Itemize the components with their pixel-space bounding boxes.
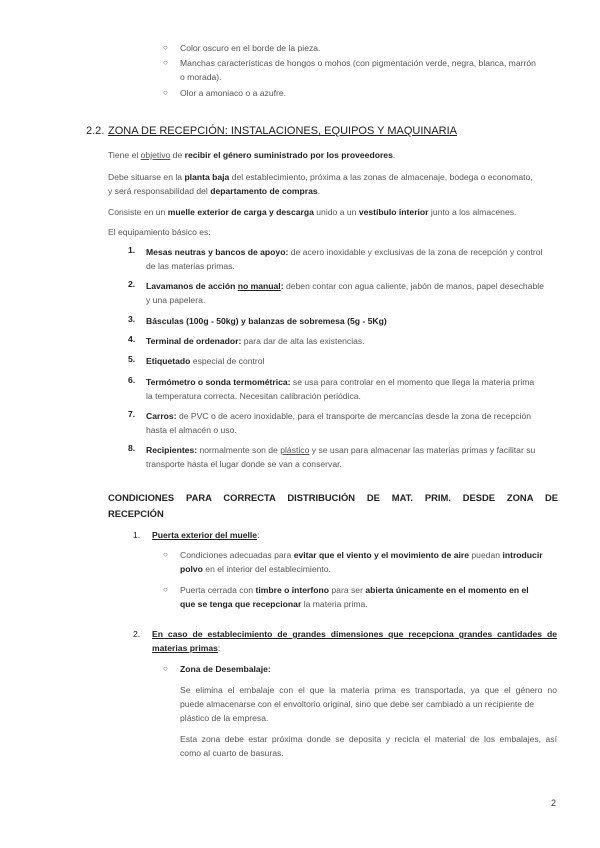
paragraph: Consiste en un muelle exterior de carga y descarga unido a un vestíbulo interior junto a los almacenes. [108, 207, 517, 217]
list-item: Básculas (100g - 50kg) y balanzas de sobremesa (5g - 5Kg) [146, 316, 387, 326]
list-number: 3. [128, 314, 136, 324]
condition-title: materias primas: [152, 643, 221, 653]
paragraph: Debe situarse en la planta baja del establecimiento, próxima a las zonas de almacenaje, bodega o economato, [108, 172, 533, 182]
list-item: la temperatura correcta. Necesitan calibración periódica. [146, 391, 361, 401]
subsection-title: Zona de Desembalaje: [180, 664, 271, 674]
condition-title: Puerta exterior del muelle: [152, 530, 260, 540]
condition-text: polvo en el interior del establecimiento. [180, 564, 331, 574]
list-number: 6. [128, 375, 136, 385]
paragraph: Se elimina el embalaje con el que la materia prima es transportada, ya que el género no [180, 685, 557, 695]
condition-number: 1. [133, 530, 141, 540]
section-title: ZONA DE RECEPCIÓN: INSTALACIONES, EQUIPOS Y MAQUINARIA [108, 125, 458, 137]
paragraph: como al cuarto de basuras. [180, 748, 284, 758]
list-item: de las materias primas. [146, 261, 235, 271]
conditions-heading: RECEPCIÓN [108, 508, 164, 519]
list-item: Termómetro o sonda termométrica: se usa para controlar en el momento que llega la materia prima [146, 377, 535, 387]
list-number: 4. [128, 334, 136, 344]
list-item: Terminal de ordenador: para dar de alta las existencias. [146, 336, 365, 346]
page-number: 2 [551, 798, 557, 808]
condition-text: que se tenga que recepcionar la materia prima. [180, 599, 368, 609]
circle-bullet-icon: ○ [163, 585, 168, 594]
list-item: transporte hasta el lugar donde se van a conservar. [146, 459, 342, 469]
condition-title: En caso de establecimiento de grandes dimensiones que recepciona grandes cantidades de [152, 629, 557, 639]
list-item: Recipientes: normalmente son de plástico y se usan para almacenar las materias primas y facilitar su [146, 445, 536, 455]
condition-text: Puerta cerrada con timbre o interfono para ser abierta únicamente en el momento en el [180, 585, 529, 595]
list-item: Lavamanos de acción no manual: deben contar con agua caliente, jabón de manos, papel desechable [146, 281, 544, 291]
paragraph: Esta zona debe estar próxima donde se deposita y recicla el material de los embalajes, así [180, 734, 557, 744]
list-item: Carros: de PVC o de acero inoxidable, para el transporte de mercancías desde la zona de recepción [146, 411, 532, 421]
list-number: 7. [128, 409, 136, 419]
paragraph: y será responsabilidad del departamento de compras. [108, 186, 321, 196]
condition-text: Condiciones adecuadas para evitar que el viento y el movimiento de aire puedan introducir [180, 550, 543, 560]
list-number: 5. [128, 354, 136, 364]
list-item: y una papelera. [146, 295, 206, 305]
list-item: hasta el almacén o uso. [146, 425, 237, 435]
paragraph: El equipamiento básico es: [108, 227, 211, 237]
bullet-text: Olor a amoniaco o a azufre. [180, 88, 287, 98]
list-number: 1. [128, 245, 136, 255]
condition-number: 2. [133, 629, 141, 639]
bullet-text: Manchas características de hongos o mohos (con pigmentación verde, negra, blanca, marrón [180, 58, 536, 68]
paragraph: puede almacenarse con el envoltorio original, sino que debe ser cambiado a un recipiente de [180, 699, 535, 709]
list-number: 8. [128, 443, 136, 453]
list-number: 2. [128, 279, 136, 289]
circle-bullet-icon: ○ [163, 664, 168, 673]
paragraph: plástico de la empresa. [180, 713, 269, 723]
circle-bullet-icon: ○ [163, 88, 168, 97]
circle-bullet-icon: ○ [163, 43, 168, 52]
bullet-text: o morada). [180, 72, 222, 82]
list-item: Mesas neutras y bancos de apoyo: de acero inoxidable y exclusivas de la zona de recepción y control [146, 247, 543, 257]
list-item: Etiquetado especial de control [146, 356, 265, 366]
circle-bullet-icon: ○ [163, 58, 168, 67]
bullet-text: Color oscuro en el borde de la pieza. [180, 43, 321, 53]
section-number: 2.2. [86, 125, 105, 137]
conditions-heading: CONDICIONES PARA CORRECTA DISTRIBUCIÓN DE MAT. PRIM. DESDE ZONA DE [108, 492, 558, 503]
circle-bullet-icon: ○ [163, 550, 168, 559]
paragraph: Tiene el objetivo de recibir el género suministrado por los proveedores. [108, 150, 396, 160]
